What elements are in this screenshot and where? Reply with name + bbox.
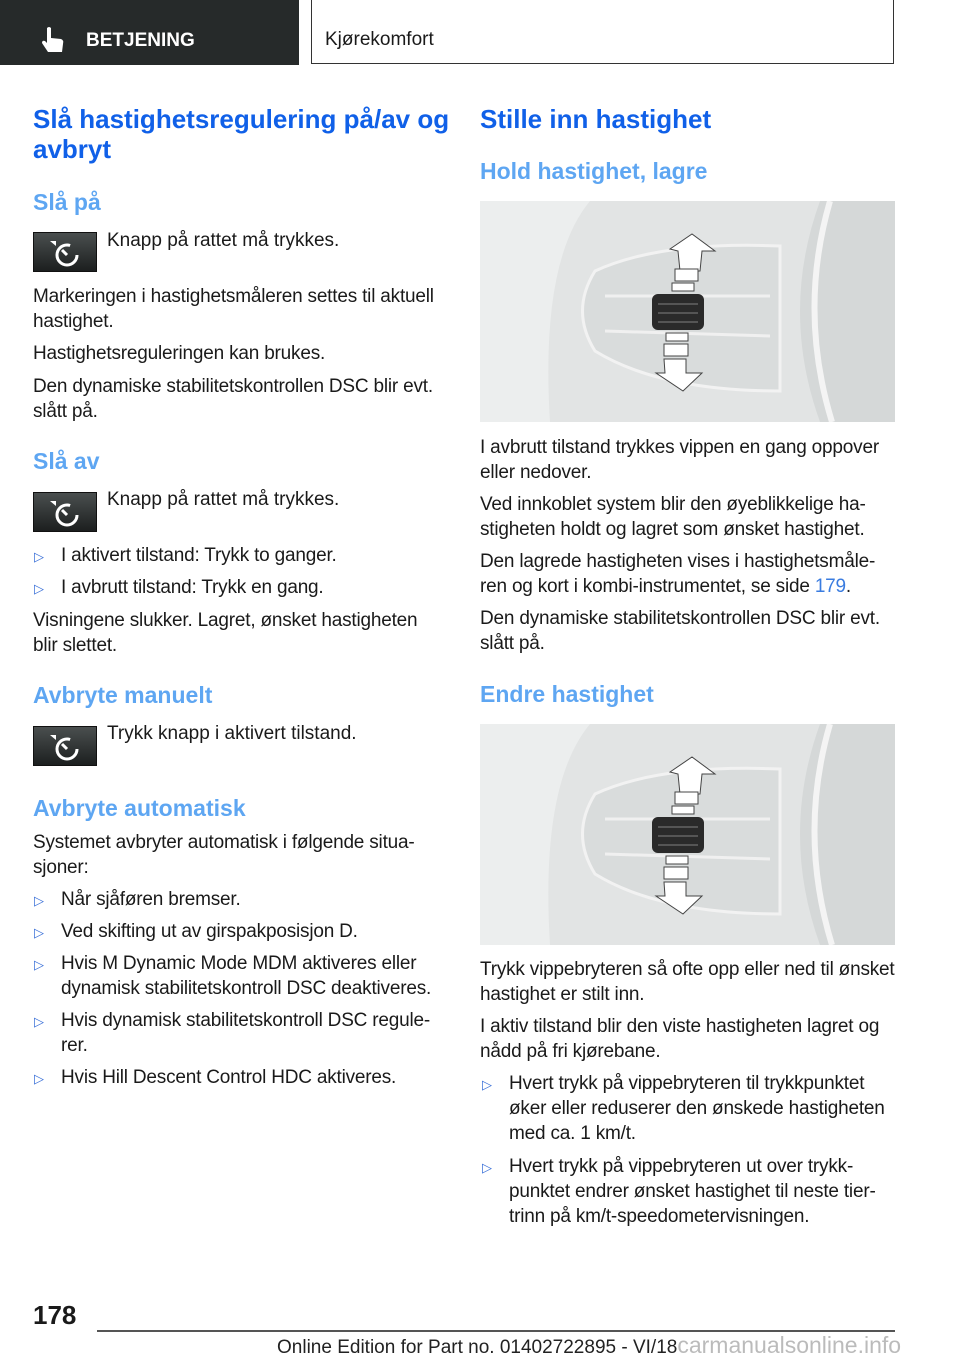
- bullet-item: Når sjåføren bremser.: [61, 889, 241, 910]
- cruise-control-button-icon: [33, 726, 97, 766]
- bullet-triangle-icon: ▷: [34, 581, 44, 596]
- heading-change: Endre hastighet: [480, 681, 654, 707]
- bullet-triangle-icon: ▷: [34, 893, 44, 908]
- bullet-item: Hvis M Dynamic Mode MDM aktiveres eller dynamisk stabilitetskontroll DSC deaktiveres.: [61, 953, 432, 999]
- bullet-triangle-icon: ▷: [34, 549, 44, 564]
- edition-text: Online Edition for Part no. 01402722895 - VI/18: [277, 1337, 678, 1358]
- paragraph: [480, 549, 895, 599]
- bullet-item: Ved skifting ut av girspakposisjon D.: [61, 921, 358, 942]
- cruise-control-button-icon: [33, 232, 97, 272]
- paragraph: Markeringen i hastighetsmåleren settes til aktuell hastighet.: [33, 286, 434, 332]
- chapter-tab: [311, 0, 894, 64]
- heading-off: Slå av: [33, 448, 100, 474]
- section-tab: [0, 0, 299, 65]
- cruise-control-button-icon: [33, 492, 97, 532]
- manual-icon-text: Trykk knapp i aktivert tilstand.: [107, 723, 357, 744]
- left-title: Slå hastighetsregulering på/av og avbryt: [33, 104, 450, 164]
- page-link[interactable]: 179: [814, 576, 846, 597]
- chapter-label: Kjørekomfort: [325, 29, 434, 50]
- text: .: [845, 576, 852, 597]
- bullet-item: Hvert trykk på vippebryteren til trykkpunktet øker eller reduserer den ønskede hastigheten med ca. 1 km/t.: [509, 1073, 885, 1144]
- paragraph: Systemet avbryter automatisk i følgende situasjoner:: [33, 832, 415, 878]
- paragraph: I avbrutt tilstand trykkes vippen en gang oppover eller nedover.: [480, 437, 879, 483]
- bullet-item: Hvis dynamisk stabilitetskontroll DSC regulerer.: [61, 1010, 431, 1056]
- paragraph: Den dynamiske stabilitetskontrollen DSC blir evt. slått på.: [480, 608, 880, 654]
- bullet-triangle-icon: ▷: [34, 1014, 44, 1029]
- bullet-triangle-icon: ▷: [482, 1077, 492, 1092]
- heading-auto: Avbryte automatisk: [33, 795, 246, 821]
- heading-on: Slå på: [33, 189, 101, 215]
- footer-edition: [277, 1332, 901, 1359]
- watermark: carmanualsonline.info: [677, 1332, 902, 1358]
- paragraph: Den dynamiske stabilitetskontrollen DSC blir evt. slått på.: [33, 376, 433, 422]
- bullet-item: Hvert trykk på vippebryteren ut over trykkpunktet endrer ønsket hastighet til neste tiertrinn på km/t-speedometervisningen.: [509, 1156, 876, 1227]
- page-number: 178: [33, 1300, 77, 1330]
- heading-hold: Hold hastighet, lagre: [480, 158, 708, 184]
- on-icon-text: Knapp på rattet må trykkes.: [107, 230, 340, 251]
- bullet-triangle-icon: ▷: [482, 1160, 492, 1175]
- bullet-triangle-icon: ▷: [34, 957, 44, 972]
- right-title: Stille inn hastighet: [480, 104, 712, 134]
- paragraph: I aktiv tilstand blir den viste hastigheten lagret og nådd på fri kjørebane.: [480, 1016, 880, 1062]
- bullet-triangle-icon: ▷: [34, 1071, 44, 1086]
- heading-manual: Avbryte manuelt: [33, 682, 213, 708]
- off-icon-text: Knapp på rattet må trykkes.: [107, 489, 340, 510]
- text: Den lagrede hastigheten vises i hastighetsmåleren og kort i kombi-instrumentet, se side: [480, 551, 876, 597]
- bullet-item: I aktivert tilstand: Trykk to ganger.: [61, 545, 337, 566]
- bullet-item: Hvis Hill Descent Control HDC aktiveres.: [61, 1067, 397, 1088]
- hand-pointer-icon: [40, 26, 66, 54]
- steering-wheel-rocker-illustration: [480, 201, 895, 422]
- paragraph: Trykk vippebryteren så ofte opp eller ned til ønsket hastighet er stilt inn.: [480, 959, 895, 1005]
- steering-wheel-rocker-illustration: [480, 724, 895, 945]
- bullet-item: I avbrutt tilstand: Trykk en gang.: [61, 577, 324, 598]
- bullet-triangle-icon: ▷: [34, 925, 44, 940]
- paragraph: Ved innkoblet system blir den øyeblikkelige hastigheten holdt og lagret som ønsket hastighet.: [480, 494, 866, 540]
- paragraph: Hastighetsreguleringen kan brukes.: [33, 343, 326, 364]
- paragraph: Visningene slukker. Lagret, ønsket hastigheten blir slettet.: [33, 610, 418, 656]
- section-label: BETJENING: [86, 30, 195, 51]
